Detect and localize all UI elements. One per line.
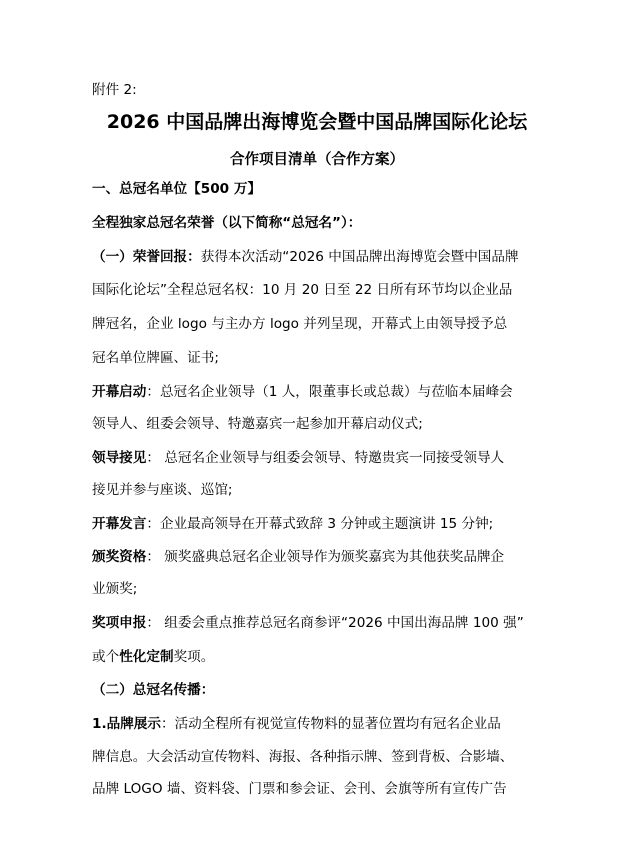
paragraph-line: 国际化论坛”全程总冠名权：10 月 20 日至 22 日所有环节均以企业品 xyxy=(92,282,513,298)
attachment-label: 附件 2: xyxy=(92,82,137,98)
paragraph-line: 领导人、组委会领导、特邀嘉宾一起参加开幕启动仪式; xyxy=(92,416,423,432)
custom-award-post: 奖项。 xyxy=(173,649,215,665)
section2-heading: （二）总冠名传播： xyxy=(92,682,215,698)
paragraph-line: 牌信息。大会活动宣传物料、海报、各种指示牌、签到背板、合影墙、 xyxy=(92,749,514,765)
paragraph-brand-display xyxy=(92,715,501,733)
award-application-text: ： 组委会重点推荐总冠名商参评“2026 中国出海品牌 100 强” xyxy=(146,615,524,631)
paragraph-leader-meeting xyxy=(92,449,504,467)
paragraph-line: 接见并参与座谈、巡馆; xyxy=(92,482,233,498)
honor-return-label: （一）荣誉回报： xyxy=(92,249,201,265)
paragraph-line xyxy=(92,648,214,666)
award-application-label: 奖项申报 xyxy=(92,615,147,631)
award-qualification-label: 颁奖资格 xyxy=(92,549,147,565)
leader-meeting-label: 领导接见 xyxy=(92,450,147,466)
custom-award-bold: 性化定制 xyxy=(119,649,174,665)
paragraph-award-application xyxy=(92,614,524,632)
section1-heading: 一、总冠名单位【500 万】 xyxy=(92,181,262,197)
brand-display-text: ：活动全程所有视觉宣传物料的显著位置均有冠名企业品 xyxy=(161,716,501,732)
brand-display-label: 1.品牌展示 xyxy=(92,716,161,732)
paragraph-line: 冠名单位牌匾、证书; xyxy=(92,350,219,366)
opening-speech-text: ：企业最高领导在开幕式致辞 3 分钟或主题演讲 15 分钟; xyxy=(146,516,494,532)
document-title: 2026 中国品牌出海博览会暨中国品牌国际化论坛 xyxy=(106,111,528,133)
honor-intro: 全程独家总冠名荣誉（以下简称“总冠名”）： xyxy=(92,215,362,231)
custom-award-pre: 或个 xyxy=(92,649,120,665)
leader-meeting-text: ： 总冠名企业领导与组委会领导、特邀贵宾一同接受领导人 xyxy=(146,450,505,466)
opening-launch-label: 开幕启动 xyxy=(92,384,147,400)
opening-speech-label: 开幕发言 xyxy=(92,516,147,532)
document-subtitle: 合作项目清单（合作方案） xyxy=(230,152,404,168)
paragraph-line: 牌冠名，企业 logo 与主办方 logo 并列呈现，开幕式上由领导授予总 xyxy=(92,316,508,332)
award-qualification-text: ： 颁奖盛典总冠名企业领导作为颁奖嘉宾为其他获奖品牌企 xyxy=(146,549,505,565)
paragraph-opening-launch xyxy=(92,383,513,401)
opening-launch-text: ：总冠名企业领导（1 人，限董事长或总裁）与莅临本届峰会 xyxy=(146,384,513,400)
honor-return-text: 获得本次活动“2026 中国品牌出海博览会暨中国品牌 xyxy=(200,249,519,265)
paragraph-opening-speech xyxy=(92,515,493,533)
paragraph-award-qualification xyxy=(92,548,504,566)
paragraph-line: 品牌 LOGO 墙、资料袋、门票和参会证、会刊、会旗等所有宣传广告 xyxy=(92,781,507,797)
paragraph-honor-return xyxy=(92,248,519,266)
paragraph-line: 业颁奖; xyxy=(92,581,138,597)
